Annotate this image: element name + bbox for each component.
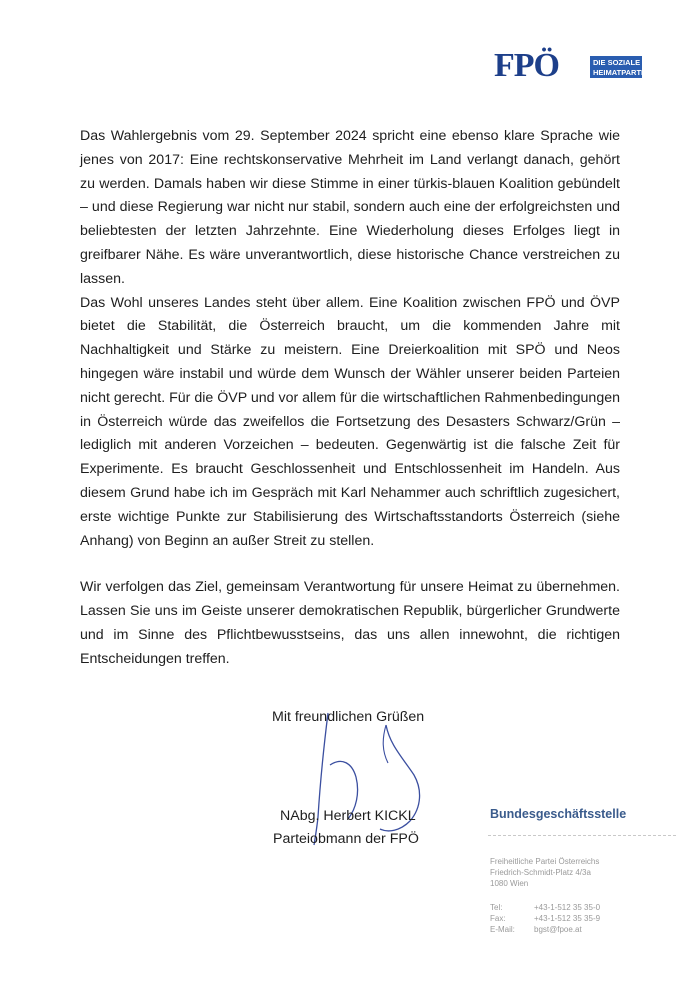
paragraph-3: Wir verfolgen das Ziel, gemeinsam Verantwortung für unsere Heimat zu übernehmen. Lassen Sie uns im Geiste unserer demokratischen Republik, bürgerlicher Grundwerte und im Sinne des Pflichtbewusstseins, das uns allen innewohnt, die richtigen Entscheidungen treffen.: [80, 579, 620, 667]
closing-salutation: Mit freundlichen Grüßen: [272, 709, 425, 725]
contact-value: bgst@fpoe.at: [534, 925, 582, 934]
contact-row-email: [490, 924, 600, 935]
contact-value: +43-1-512 35 35-9: [534, 914, 601, 923]
paragraph-1: Das Wahlergebnis vom 29. September 2024 spricht eine ebenso klare Sprache wie jenes von 2017: Eine rechtskonservative Mehrheit im Land verlangt danach, gehört zu werden. Damals haben wir diese Stimme in einer türkis-blauen Koalition gebündelt – und diese Regierung war nicht nur stabil, sondern auch eine der erfolgreichsten und beliebtesten der letzten Jahrzehnte. Eine Wiederholung dieses Erfolges liegt in greifbarer Nähe. Es wäre unverantwortlich, diese historische Chance verstreichen zu lassen.: [80, 128, 620, 287]
contact-label: Fax:: [490, 914, 506, 923]
logo-tagline: [590, 56, 649, 78]
logo-tagline-line2: HEIMATPARTEI: [593, 68, 649, 77]
logo-tagline-line1: DIE SOZIALE: [593, 58, 641, 67]
address-line: Friedrich-Schmidt-Platz 4/3a: [490, 868, 591, 877]
office-divider: [488, 835, 676, 836]
paragraph-2: Das Wohl unseres Landes steht über allem. Eine Koalition zwischen FPÖ und ÖVP bietet die Stabilität, die Österreich braucht, um die kommenden Jahre mit Nachhaltigkeit und Stärke zu meistern. Eine Dreierkoalition mit SPÖ und Neos hingegen wäre instabil und würde dem Wunsch der Wähler unserer beiden Parteien nicht gerecht. Für die ÖVP und vor allem für die wirtschaftlichen Rahmenbedingungen in Österreich würde das zweifellos die Fortsetzung des Desasters Schwarz/Grün – lediglich mit anderen Vorzeichen – bedeuten. Gegenwärtig ist die falsche Zeit für Experimente. Es braucht Geschlossenheit und Entschlossenheit im Handeln. Aus diesem Grund habe ich im Gespräch mit Karl Nehammer auch schriftlich zugesichert, erste wichtige Punkte zur Stabilisierung des Wirtschaftsstandorts Österreich (siehe Anhang) von Beginn an außer Streit zu stellen.: [80, 294, 620, 549]
letter-body: [80, 125, 620, 672]
signer-name: NAbg. Herbert KICKL: [280, 808, 416, 824]
signer-role: Parteiobmann der FPÖ: [273, 831, 419, 847]
office-contacts: [490, 902, 600, 935]
office-address: [490, 856, 599, 889]
contact-label: Tel:: [490, 903, 503, 912]
logo-letters: FPÖ: [494, 47, 559, 84]
office-title: Bundesgeschäftsstelle: [490, 807, 627, 821]
contact-row-fax: [490, 913, 600, 924]
party-logo: [494, 47, 649, 86]
contact-label: E-Mail:: [490, 925, 515, 934]
address-line: Freiheitliche Partei Österreichs: [490, 857, 600, 866]
contact-row-tel: [490, 902, 600, 913]
contact-value: +43-1-512 35 35-0: [534, 903, 601, 912]
address-line: 1080 Wien: [490, 879, 529, 888]
